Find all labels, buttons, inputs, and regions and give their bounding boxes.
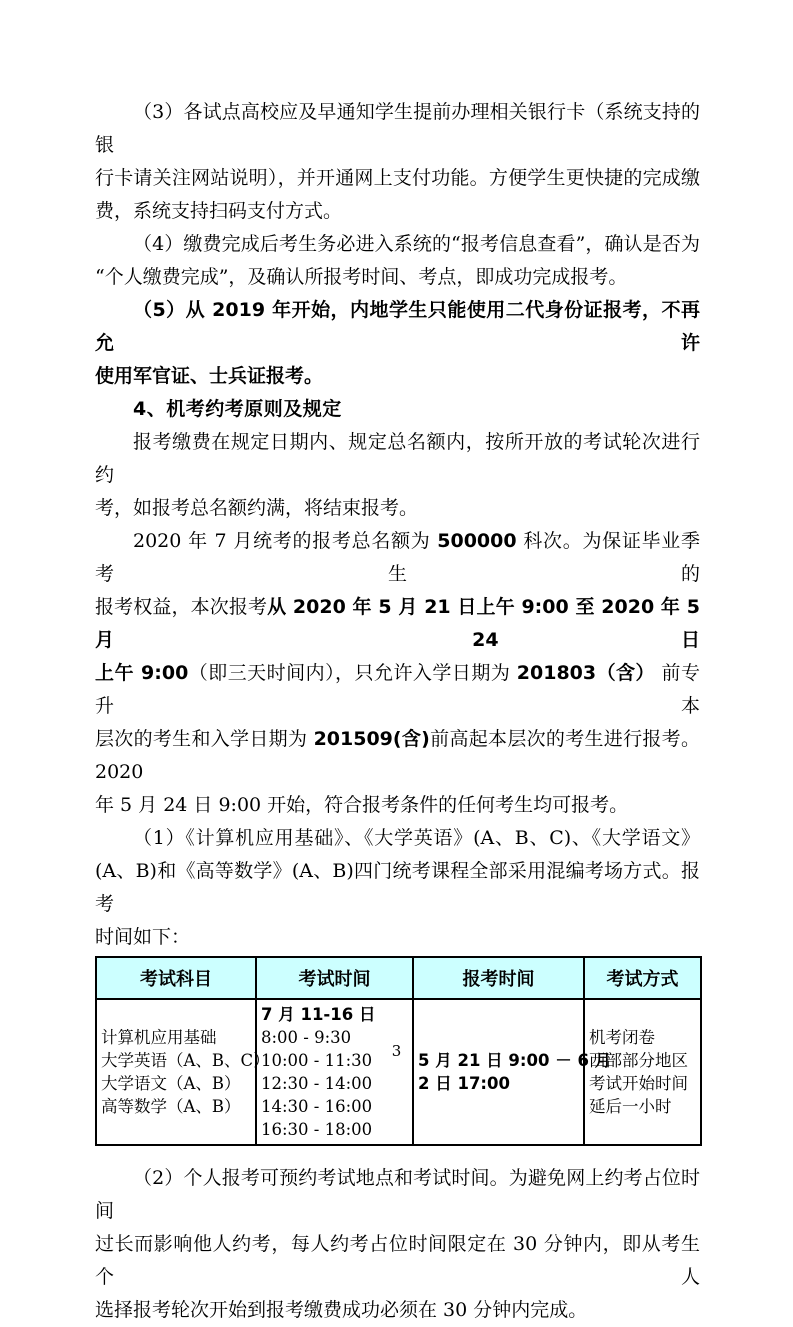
cell-exam-subjects <box>96 999 270 1145</box>
text-run: 8:00 - 9:30 <box>261 1028 352 1047</box>
para-quota-principle <box>95 426 700 525</box>
text-line <box>95 525 700 591</box>
text-run: “个人缴费完成”，及确认所报考时间、考点，即成功完成报考。 <box>95 266 628 288</box>
text-run: 西部部分地区 <box>589 1051 688 1070</box>
text-line <box>95 492 700 525</box>
exam-table-body <box>96 999 701 1145</box>
text-run: 前高起本层次的考生进行报考。2020 <box>95 728 700 783</box>
text-line <box>589 1072 696 1095</box>
text-line <box>101 1072 251 1095</box>
text-line <box>95 228 700 261</box>
text-run: 选择报考轮次开始到报考缴费成功必须在 30 分钟内完成。 <box>95 1299 588 1321</box>
text-line <box>95 657 700 723</box>
text-line <box>95 723 700 789</box>
para-quota-detail <box>95 525 700 822</box>
text-run: 过长而影响他人约考，每人约考占位时间限定在 30 分钟内，即从考生个人 <box>95 1233 700 1288</box>
col-header-exam-time: 考试时间 <box>256 957 413 999</box>
section-heading-exam-rules <box>95 393 700 426</box>
bold-text-run: 201509(含) <box>313 728 430 750</box>
text-line <box>95 855 700 921</box>
bold-text-run: 使用军官证、士兵证报考。 <box>95 365 324 387</box>
text-line <box>95 822 700 855</box>
text-line <box>261 1118 408 1141</box>
text-run: 前专升本 <box>95 662 700 717</box>
text-run: 大学英语（A、B、C） <box>101 1051 270 1070</box>
text-line <box>261 1095 408 1118</box>
text-line <box>418 1072 579 1095</box>
para-course-arrangement <box>95 822 700 954</box>
text-line <box>95 789 700 822</box>
text-run: 计算机应用基础 <box>101 1028 217 1047</box>
col-header-exam-method: 考试方式 <box>584 957 701 999</box>
text-line <box>261 1072 408 1095</box>
text-run: (A、B)和《高等数学》(A、B)四门统考课程全部采用混编考场方式。报考 <box>95 860 700 915</box>
bold-text-run: 从 2020 年 5 月 21 日上午 9:00 至 2020 年 5 月 24 日 <box>95 596 700 651</box>
text-run: 大学语文（A、B） <box>101 1074 241 1093</box>
text-line <box>95 360 700 393</box>
text-line <box>95 195 700 228</box>
text-line <box>261 1003 408 1026</box>
para-bank-card-notice <box>95 96 700 228</box>
bold-text-run: 上午 9:00 <box>95 662 189 684</box>
text-run: （1）《计算机应用基础》、《大学英语》(A、B、C)、《大学语文》 <box>133 827 700 849</box>
cell-exam-method <box>584 999 701 1145</box>
text-run: （即三天时间内），只允许入学日期为 <box>188 662 517 684</box>
text-line <box>101 1095 251 1118</box>
text-run: 行卡请关注网站说明），并开通网上支付功能。方便学生更快捷的完成缴 <box>95 167 700 189</box>
bold-text-run: 5 月 21 日 9:00 － 6 月 <box>418 1051 612 1070</box>
table-row <box>96 999 701 1145</box>
text-line <box>95 261 700 294</box>
text-line <box>95 921 700 954</box>
text-run: 12:30 - 14:00 <box>261 1074 373 1093</box>
text-line <box>95 162 700 195</box>
para-payment-confirmation <box>95 228 700 294</box>
text-run: 科次。为保证毕业季考生的 <box>95 530 700 585</box>
text-run: 机考闭卷 <box>589 1028 655 1047</box>
col-header-registration-time: 报考时间 <box>413 957 584 999</box>
text-run: 14:30 - 16:00 <box>261 1097 373 1116</box>
text-run: 2020 年 7 月统考的报考总名额为 <box>133 530 438 552</box>
text-run: （3）各试点高校应及早通知学生提前办理相关银行卡（系统支持的银 <box>95 101 700 156</box>
cell-exam-times <box>256 999 413 1145</box>
text-line <box>95 393 700 426</box>
page-number: 3 <box>391 1042 402 1060</box>
text-line <box>95 96 700 162</box>
text-line <box>95 426 700 492</box>
text-run: 时间如下： <box>95 926 191 948</box>
bold-text-run: 2 日 17:00 <box>418 1074 510 1093</box>
cell-registration-time <box>413 999 612 1145</box>
text-line <box>95 1294 700 1327</box>
text-run: 费，系统支持扫码支付方式。 <box>95 200 343 222</box>
text-line <box>95 1162 700 1228</box>
text-run: （4）缴费完成后考生务必进入系统的“报考信息查看”，确认是否为 <box>133 233 700 255</box>
bold-text-run: （5）从 2019 年开始，内地学生只能使用二代身份证报考，不再允许 <box>95 299 700 354</box>
text-line <box>95 294 700 360</box>
text-run: 报考权益，本次报考 <box>95 596 268 618</box>
para-booking-time-limit <box>95 1162 700 1327</box>
bold-text-run: 7 月 11-16 日 <box>261 1005 376 1024</box>
text-run: 考试开始时间 <box>589 1074 688 1093</box>
bold-text-run: 500000 <box>437 530 517 552</box>
text-run: 报考缴费在规定日期内、规定总名额内，按所开放的考试轮次进行约 <box>95 431 700 486</box>
text-run: 10:00 - 11:30 <box>261 1051 373 1070</box>
text-run: 延后一小时 <box>589 1097 672 1116</box>
text-line <box>589 1095 696 1118</box>
text-run: 16:30 - 18:00 <box>261 1120 373 1139</box>
text-run: 层次的考生和入学日期为 <box>95 728 314 750</box>
text-run: 高等数学（A、B） <box>101 1097 241 1116</box>
text-run: （2）个人报考可预约考试地点和考试时间。为避免网上约考占位时间 <box>95 1167 700 1222</box>
bold-text-run: 201803（含） <box>516 662 656 684</box>
para-id-card-rule <box>95 294 700 393</box>
header-row <box>96 957 701 999</box>
text-run: 考，如报考总名额约满，将结束报考。 <box>95 497 419 519</box>
exam-table-header <box>96 957 701 999</box>
col-header-exam-subject: 考试科目 <box>96 957 256 999</box>
text-line <box>95 1228 700 1294</box>
bold-text-run: 4、机考约考原则及规定 <box>133 398 342 420</box>
text-run: 年 5 月 24 日 9:00 开始，符合报考条件的任何考生均可报考。 <box>95 794 629 816</box>
text-line <box>95 591 700 657</box>
